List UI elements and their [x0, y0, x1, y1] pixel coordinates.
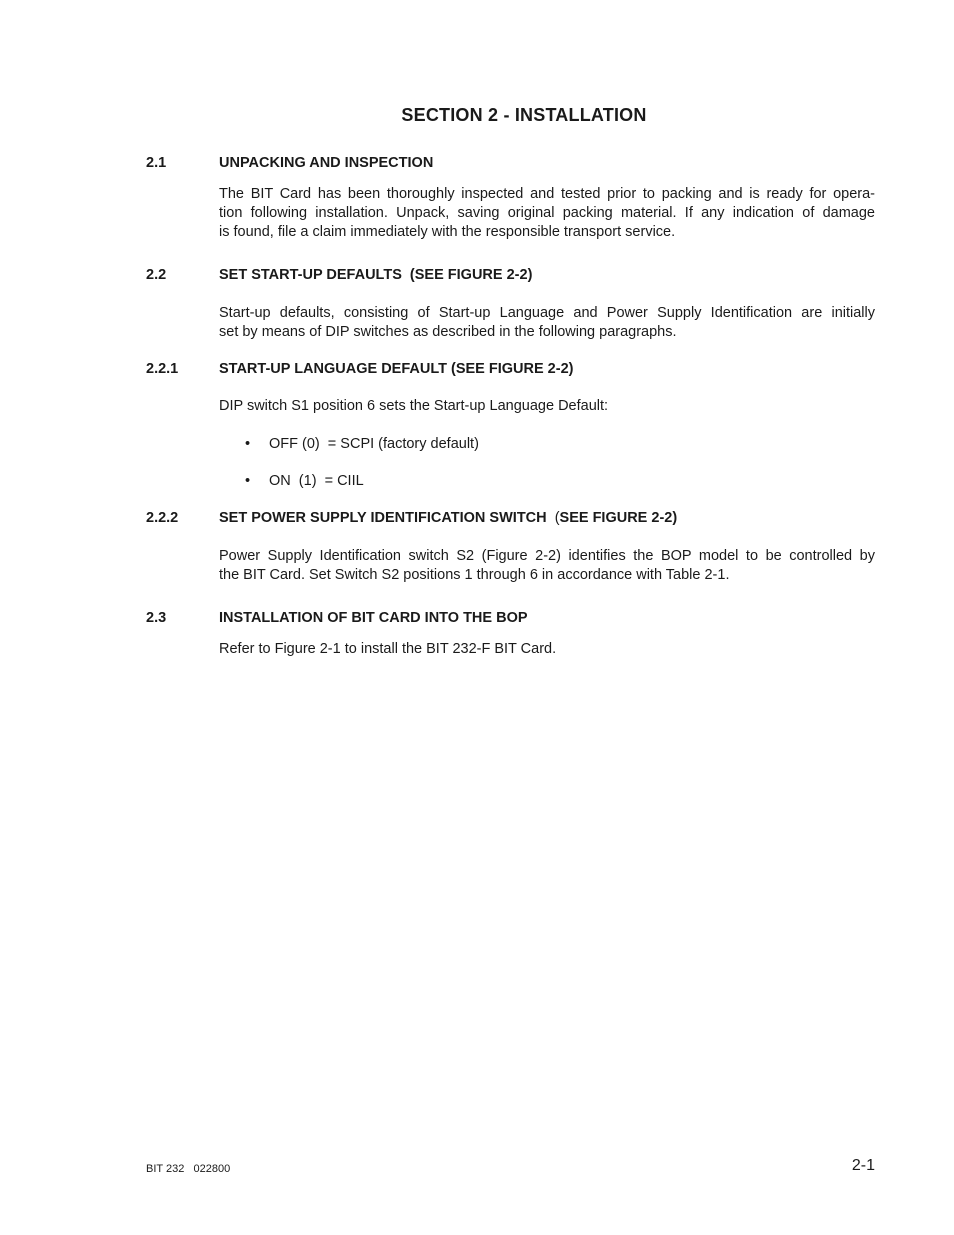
paragraph-line: Start-up defaults, consisting of Start-up Language and Power Supply Identification are initially	[219, 305, 875, 321]
section-title: START-UP LANGUAGE DEFAULT (SEE FIGURE 2-2)	[219, 361, 574, 377]
page-number: 2-1	[851, 1157, 875, 1174]
paragraph-dip-switch-s1: DIP switch S1 position 6 sets the Start-up Language Default:	[219, 398, 609, 414]
paragraph-startup-defaults	[219, 304, 875, 342]
section-number: 2.2.1	[146, 361, 179, 377]
bullet-icon: •	[245, 436, 251, 452]
section-title: INSTALLATION OF BIT CARD INTO THE BOP	[219, 610, 528, 626]
page-title: SECTION 2 - INSTALLATION	[401, 105, 647, 125]
paragraph-line: The BIT Card has been thoroughly inspected and tested prior to packing and is ready for opera-	[219, 186, 875, 202]
section-number: 2.3	[146, 610, 167, 626]
bullet-icon: •	[245, 473, 251, 489]
section-title	[219, 510, 677, 526]
paragraph-line: tion following installation. Unpack, saving original packing material. If any indication of damage	[219, 205, 875, 221]
paragraph-unpacking	[219, 185, 875, 242]
section-title: UNPACKING AND INSPECTION	[219, 155, 434, 171]
list-item-text: OFF (0) = SCPI (factory default)	[269, 436, 479, 452]
section-number: 2.2.2	[146, 510, 179, 526]
section-title-paren: (	[554, 510, 560, 526]
paragraph-power-supply-id	[219, 547, 875, 585]
section-title: SET START-UP DEFAULTS (SEE FIGURE 2-2)	[219, 267, 533, 283]
paragraph-line: Power Supply Identification switch S2 (Figure 2-2) identifies the BOP model to be controlled by	[219, 548, 875, 564]
section-number: 2.2	[146, 267, 167, 283]
footer-doc-id: BIT 232 022800	[146, 1163, 231, 1175]
section-title-part: SEE FIGURE 2-2)	[559, 510, 678, 526]
paragraph-installation: Refer to Figure 2-1 to install the BIT 232-F BIT Card.	[219, 641, 557, 657]
list-item-text: ON (1) = CIIL	[269, 473, 364, 489]
paragraph-line: is found, file a claim immediately with the responsible transport service.	[219, 224, 676, 240]
paragraph-line: the BIT Card. Set Switch S2 positions 1 through 6 in accordance with Table 2-1.	[219, 567, 730, 583]
section-number: 2.1	[146, 155, 167, 171]
paragraph-line: set by means of DIP switches as described in the following paragraphs.	[219, 324, 677, 340]
section-title-part: SET POWER SUPPLY IDENTIFICATION SWITCH	[219, 510, 555, 526]
